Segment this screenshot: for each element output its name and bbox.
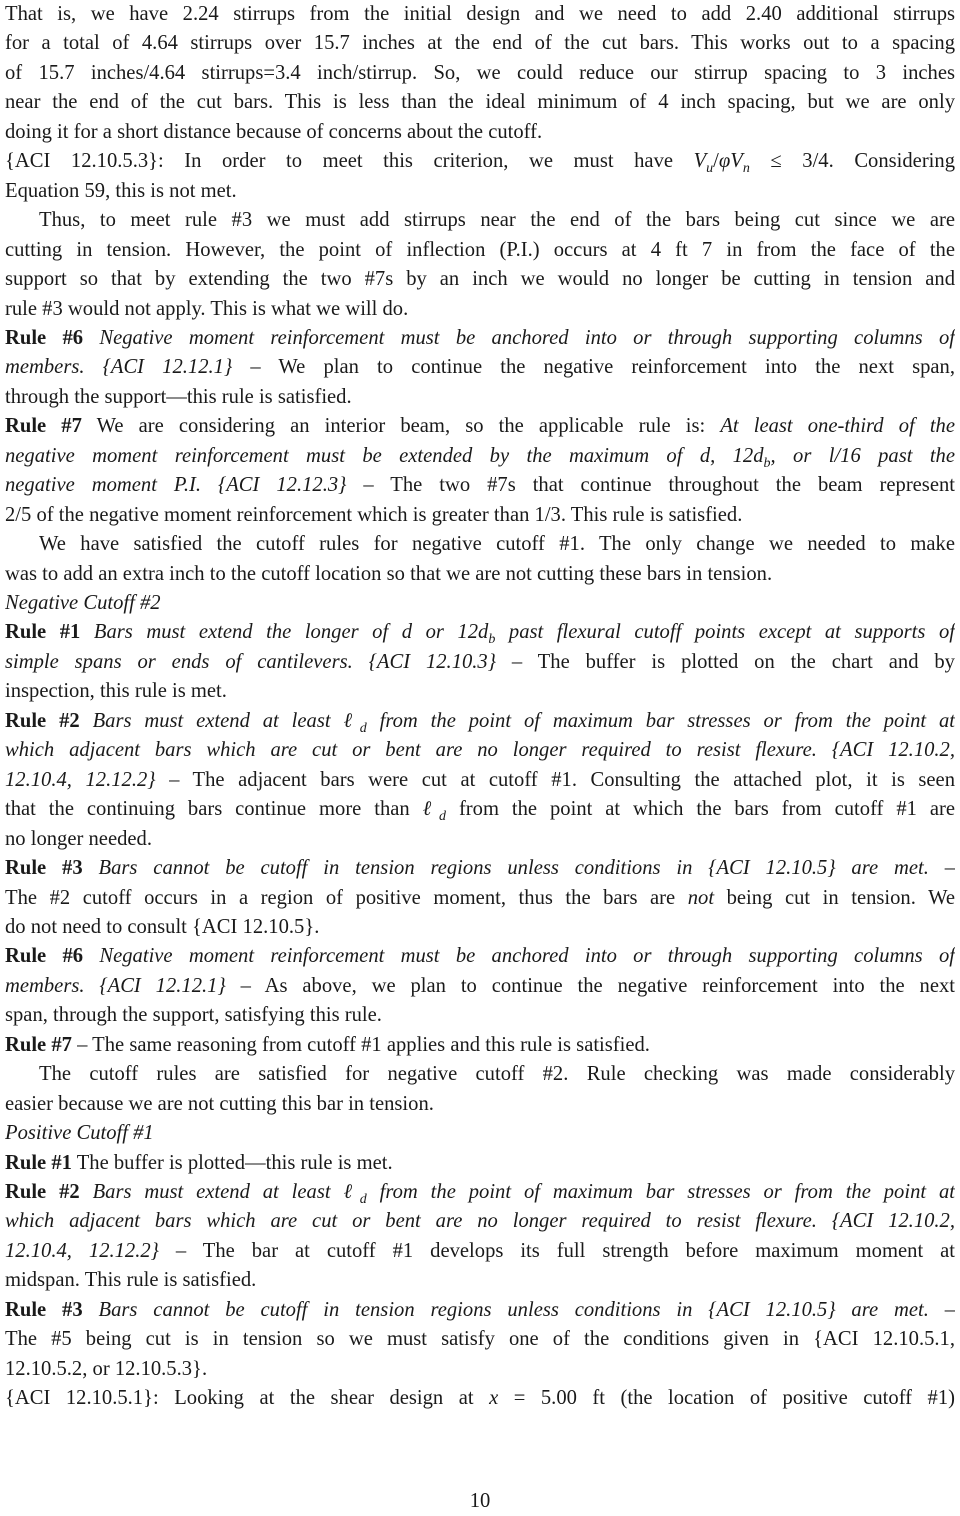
text-segment: through the support—this rule is satisfied. xyxy=(5,385,352,408)
text-line xyxy=(5,560,955,589)
text-line xyxy=(5,1325,955,1354)
text-segment: ℓ xyxy=(422,798,440,821)
text-line xyxy=(5,1149,955,1178)
text-segment xyxy=(83,327,99,349)
text-segment: span, through the support, satisfying this rule. xyxy=(5,1004,382,1027)
text-segment: from the point of maximum bar stresses or from the point at xyxy=(366,1181,955,1203)
text-line xyxy=(5,972,955,1001)
text-line xyxy=(5,29,955,58)
text-line xyxy=(5,1266,955,1295)
text-line xyxy=(5,1001,955,1030)
text-line xyxy=(5,353,955,382)
text-line xyxy=(5,324,955,353)
text-segment: Thus, to meet rule #3 we must add stirrups near the end of the bars being cut since we are xyxy=(39,209,955,232)
text-line xyxy=(5,884,955,913)
text-segment: – The two #7s that continue throughout the beam represent xyxy=(346,474,955,497)
text-line xyxy=(5,766,955,795)
text-segment: midspan. This rule is satisfied. xyxy=(5,1269,257,1292)
text-segment: d xyxy=(359,1192,367,1207)
text-segment: for a total of 4.64 stirrups over 15.7 inches at the end of the cut bars. This works out to a spacing xyxy=(5,32,955,55)
text-line xyxy=(5,295,955,324)
text-segment: members. {ACI 12.12.1} xyxy=(5,356,233,379)
text-segment: 2/5 of the negative moment reinforcement which is greater than 1/3. This rule is satisfied. xyxy=(5,503,743,526)
text-segment: easier because we are not cutting this bar in tension. xyxy=(5,1092,434,1115)
text-segment: b xyxy=(488,632,496,648)
text-segment xyxy=(83,1299,99,1321)
text-segment: V xyxy=(693,150,707,173)
text-segment: Negative moment reinforcement must be anchored into or through supporting columns of xyxy=(99,326,955,349)
text-segment xyxy=(80,710,93,732)
text-segment: Negative moment reinforcement must be anchored into or through supporting columns of xyxy=(99,945,955,968)
text-segment: Rule #7 xyxy=(5,1033,72,1056)
text-segment: – The adjacent bars were cut at cutoff #1. Consulting the attached plot, it is seen xyxy=(155,768,955,791)
text-line xyxy=(5,913,955,942)
text-segment: from the point at which the bars from cutoff #1 are xyxy=(446,798,955,821)
text-segment: – xyxy=(928,1298,955,1321)
text-segment: Rule #2 xyxy=(5,709,80,732)
text-segment: / xyxy=(713,150,719,173)
text-segment: inspection, this rule is met. xyxy=(5,680,227,703)
text-segment: support so that by extending the two #7s by an inch we would no longer be cutting in tension and xyxy=(5,268,955,291)
text-line xyxy=(5,1384,955,1413)
text-segment: Rule #2 xyxy=(5,1181,80,1203)
text-line xyxy=(5,1119,955,1148)
text-segment: {ACI 12.10.5.1}: Looking at the shear design at xyxy=(5,1387,490,1410)
text-segment: Negative Cutoff #2 xyxy=(5,592,161,614)
text-line xyxy=(5,736,955,765)
text-segment: which adjacent bars which are cut or bent are no longer required to resist flexure. {ACI 12.10.2, xyxy=(5,739,955,762)
text-segment: simple spans or ends of cantilevers. {ACI 12.10.3} xyxy=(5,650,496,673)
text-line xyxy=(5,1178,955,1207)
text-line xyxy=(5,442,955,471)
text-line xyxy=(5,0,955,29)
text-segment: of 15.7 inches/4.64 stirrups=3.4 inch/stirrup. So, we could reduce our stirrup spacing to 3 inches xyxy=(5,61,955,84)
text-segment: being cut in tension. We xyxy=(714,886,955,909)
text-segment: {ACI 12.10.5.3}: In order to meet this criterion, we must have xyxy=(5,150,694,173)
text-line xyxy=(5,1031,955,1060)
text-segment: n xyxy=(742,161,750,177)
text-line xyxy=(5,1237,955,1266)
text-segment: – xyxy=(928,857,955,880)
text-segment: Bars must extend at least ℓ xyxy=(92,1181,360,1203)
text-segment: We have satisfied the cutoff rules for negative cutoff #1. The only change we needed to make xyxy=(39,533,955,556)
text-segment: Bars cannot be cutoff in tension regions unless conditions in {ACI 12.10.5} are met. xyxy=(98,1298,929,1321)
text-line xyxy=(5,707,955,736)
text-segment: The cutoff rules are satisfied for negative cutoff #2. Rule checking was made considerably xyxy=(39,1063,955,1086)
text-segment: Rule #1 xyxy=(5,621,81,644)
text-segment: 12.10.5.2, or 12.10.5.3}. xyxy=(5,1357,208,1380)
text-segment: not xyxy=(687,886,715,909)
text-segment: Bars cannot be cutoff in tension regions unless conditions in {ACI 12.10.5} are met. xyxy=(98,857,929,880)
text-segment: near the end of the cut bars. This is less than the ideal minimum of 4 inch spacing, but we are only xyxy=(5,91,955,114)
text-line xyxy=(5,825,955,854)
text-segment: Rule #7 xyxy=(5,415,82,438)
text-segment: Rule #6 xyxy=(5,945,84,968)
text-segment: rule #3 would not apply. This is what we will do. xyxy=(5,297,409,320)
text-line xyxy=(5,648,955,677)
text-line xyxy=(5,589,955,618)
text-segment: – The buffer is plotted on the chart and by xyxy=(495,650,955,673)
text-line xyxy=(5,942,955,971)
text-segment: cutting in tension. However, the point of inflection (P.I.) occurs at 4 ft 7 in from the face of the xyxy=(5,238,955,261)
text-segment: Rule #3 xyxy=(5,1298,83,1321)
text-segment: Rule #1 xyxy=(5,1151,72,1174)
text-segment: Rule #6 xyxy=(5,326,84,349)
text-segment xyxy=(80,1181,93,1203)
text-line xyxy=(5,412,955,441)
text-segment: was to add an extra inch to the cutoff location so that we are not cutting these bars in tension. xyxy=(5,562,773,585)
text-segment: x xyxy=(489,1387,499,1410)
text-segment: – The same reasoning from cutoff #1 applies and this rule is satisfied. xyxy=(71,1033,650,1056)
text-line xyxy=(5,1355,955,1384)
text-segment: d xyxy=(439,809,447,825)
text-segment: The buffer is plotted—this rule is met. xyxy=(71,1151,393,1174)
text-segment: 12.10.4, 12.12.2} xyxy=(5,1239,159,1262)
text-line xyxy=(5,471,955,500)
text-segment: – As above, we plan to continue the negative reinforcement into the next xyxy=(225,974,955,997)
text-line xyxy=(5,854,955,883)
text-line xyxy=(5,118,955,147)
text-segment: 12.10.4, 12.12.2} xyxy=(5,768,156,791)
text-line xyxy=(5,1090,955,1119)
text-segment: Equation 59, this is not met. xyxy=(5,179,237,202)
text-line xyxy=(5,1207,955,1236)
text-segment: , or l/16 past the xyxy=(770,444,955,467)
text-segment: Positive Cutoff #1 xyxy=(5,1122,154,1145)
text-segment: do not need to consult {ACI 12.10.5}. xyxy=(5,915,320,938)
text-segment: which adjacent bars which are cut or bent are no longer required to resist flexure. {ACI 12.10.2, xyxy=(5,1210,955,1233)
text-segment: negative moment reinforcement must be extended by the maximum of d, 12d xyxy=(5,444,764,467)
text-segment: – We plan to continue the negative reinforcement into the next span, xyxy=(232,356,955,379)
text-line xyxy=(5,59,955,88)
text-line xyxy=(5,236,955,265)
text-line xyxy=(39,1060,955,1089)
text-segment: Rule #3 xyxy=(5,857,83,880)
text-segment: We are considering an interior beam, so the applicable rule is: xyxy=(81,415,721,438)
text-segment: b xyxy=(763,455,771,471)
text-line xyxy=(5,795,955,824)
text-segment: – The bar at cutoff #1 develops its full strength before maximum moment at xyxy=(158,1239,955,1262)
text-line xyxy=(5,147,955,176)
text-segment xyxy=(80,621,94,643)
text-segment: Bars must extend at least ℓ xyxy=(92,709,360,732)
text-line xyxy=(39,530,955,559)
text-segment: φV xyxy=(718,150,743,173)
text-segment: ≤ 3/4. Considering xyxy=(749,150,955,173)
text-line xyxy=(5,677,955,706)
text-segment xyxy=(83,945,99,967)
text-segment: The #2 cutoff occurs in a region of positive moment, thus the bars are xyxy=(5,886,688,909)
text-line xyxy=(5,501,955,530)
text-segment: At least one-third of the xyxy=(720,415,955,438)
text-segment: The #5 being cut is in tension so we must satisfy one of the conditions given in {ACI 12.10.5.1, xyxy=(5,1328,955,1351)
text-segment: Bars must extend the longer of d or 12d xyxy=(93,621,489,644)
text-segment: members. {ACI 12.12.1} xyxy=(5,974,226,997)
text-line xyxy=(5,1296,955,1325)
text-segment: no longer needed. xyxy=(5,827,152,850)
text-line xyxy=(5,177,955,206)
text-segment xyxy=(83,857,99,879)
text-segment: past flexural cutoff points except at supports of xyxy=(495,621,955,644)
text-segment: that the continuing bars continue more than xyxy=(5,798,423,821)
text-segment: from the point of maximum bar stresses or from the point at xyxy=(366,709,955,732)
text-segment: negative moment P.I. {ACI 12.12.3} xyxy=(5,474,347,497)
text-line xyxy=(5,383,955,412)
text-segment: d xyxy=(359,720,367,736)
text-segment: = 5.00 ft (the location of positive cutoff #1) xyxy=(498,1387,955,1410)
text-line xyxy=(5,88,955,117)
page-number: 10 xyxy=(469,1490,491,1512)
text-segment: u xyxy=(706,161,714,177)
text-segment: doing it for a short distance because of concerns about the cutoff. xyxy=(5,120,543,143)
text-line xyxy=(5,618,955,647)
text-line xyxy=(39,206,955,235)
text-line xyxy=(5,265,955,294)
text-segment: That is, we have 2.24 stirrups from the initial design and we need to add 2.40 additional stirrups xyxy=(5,3,955,25)
